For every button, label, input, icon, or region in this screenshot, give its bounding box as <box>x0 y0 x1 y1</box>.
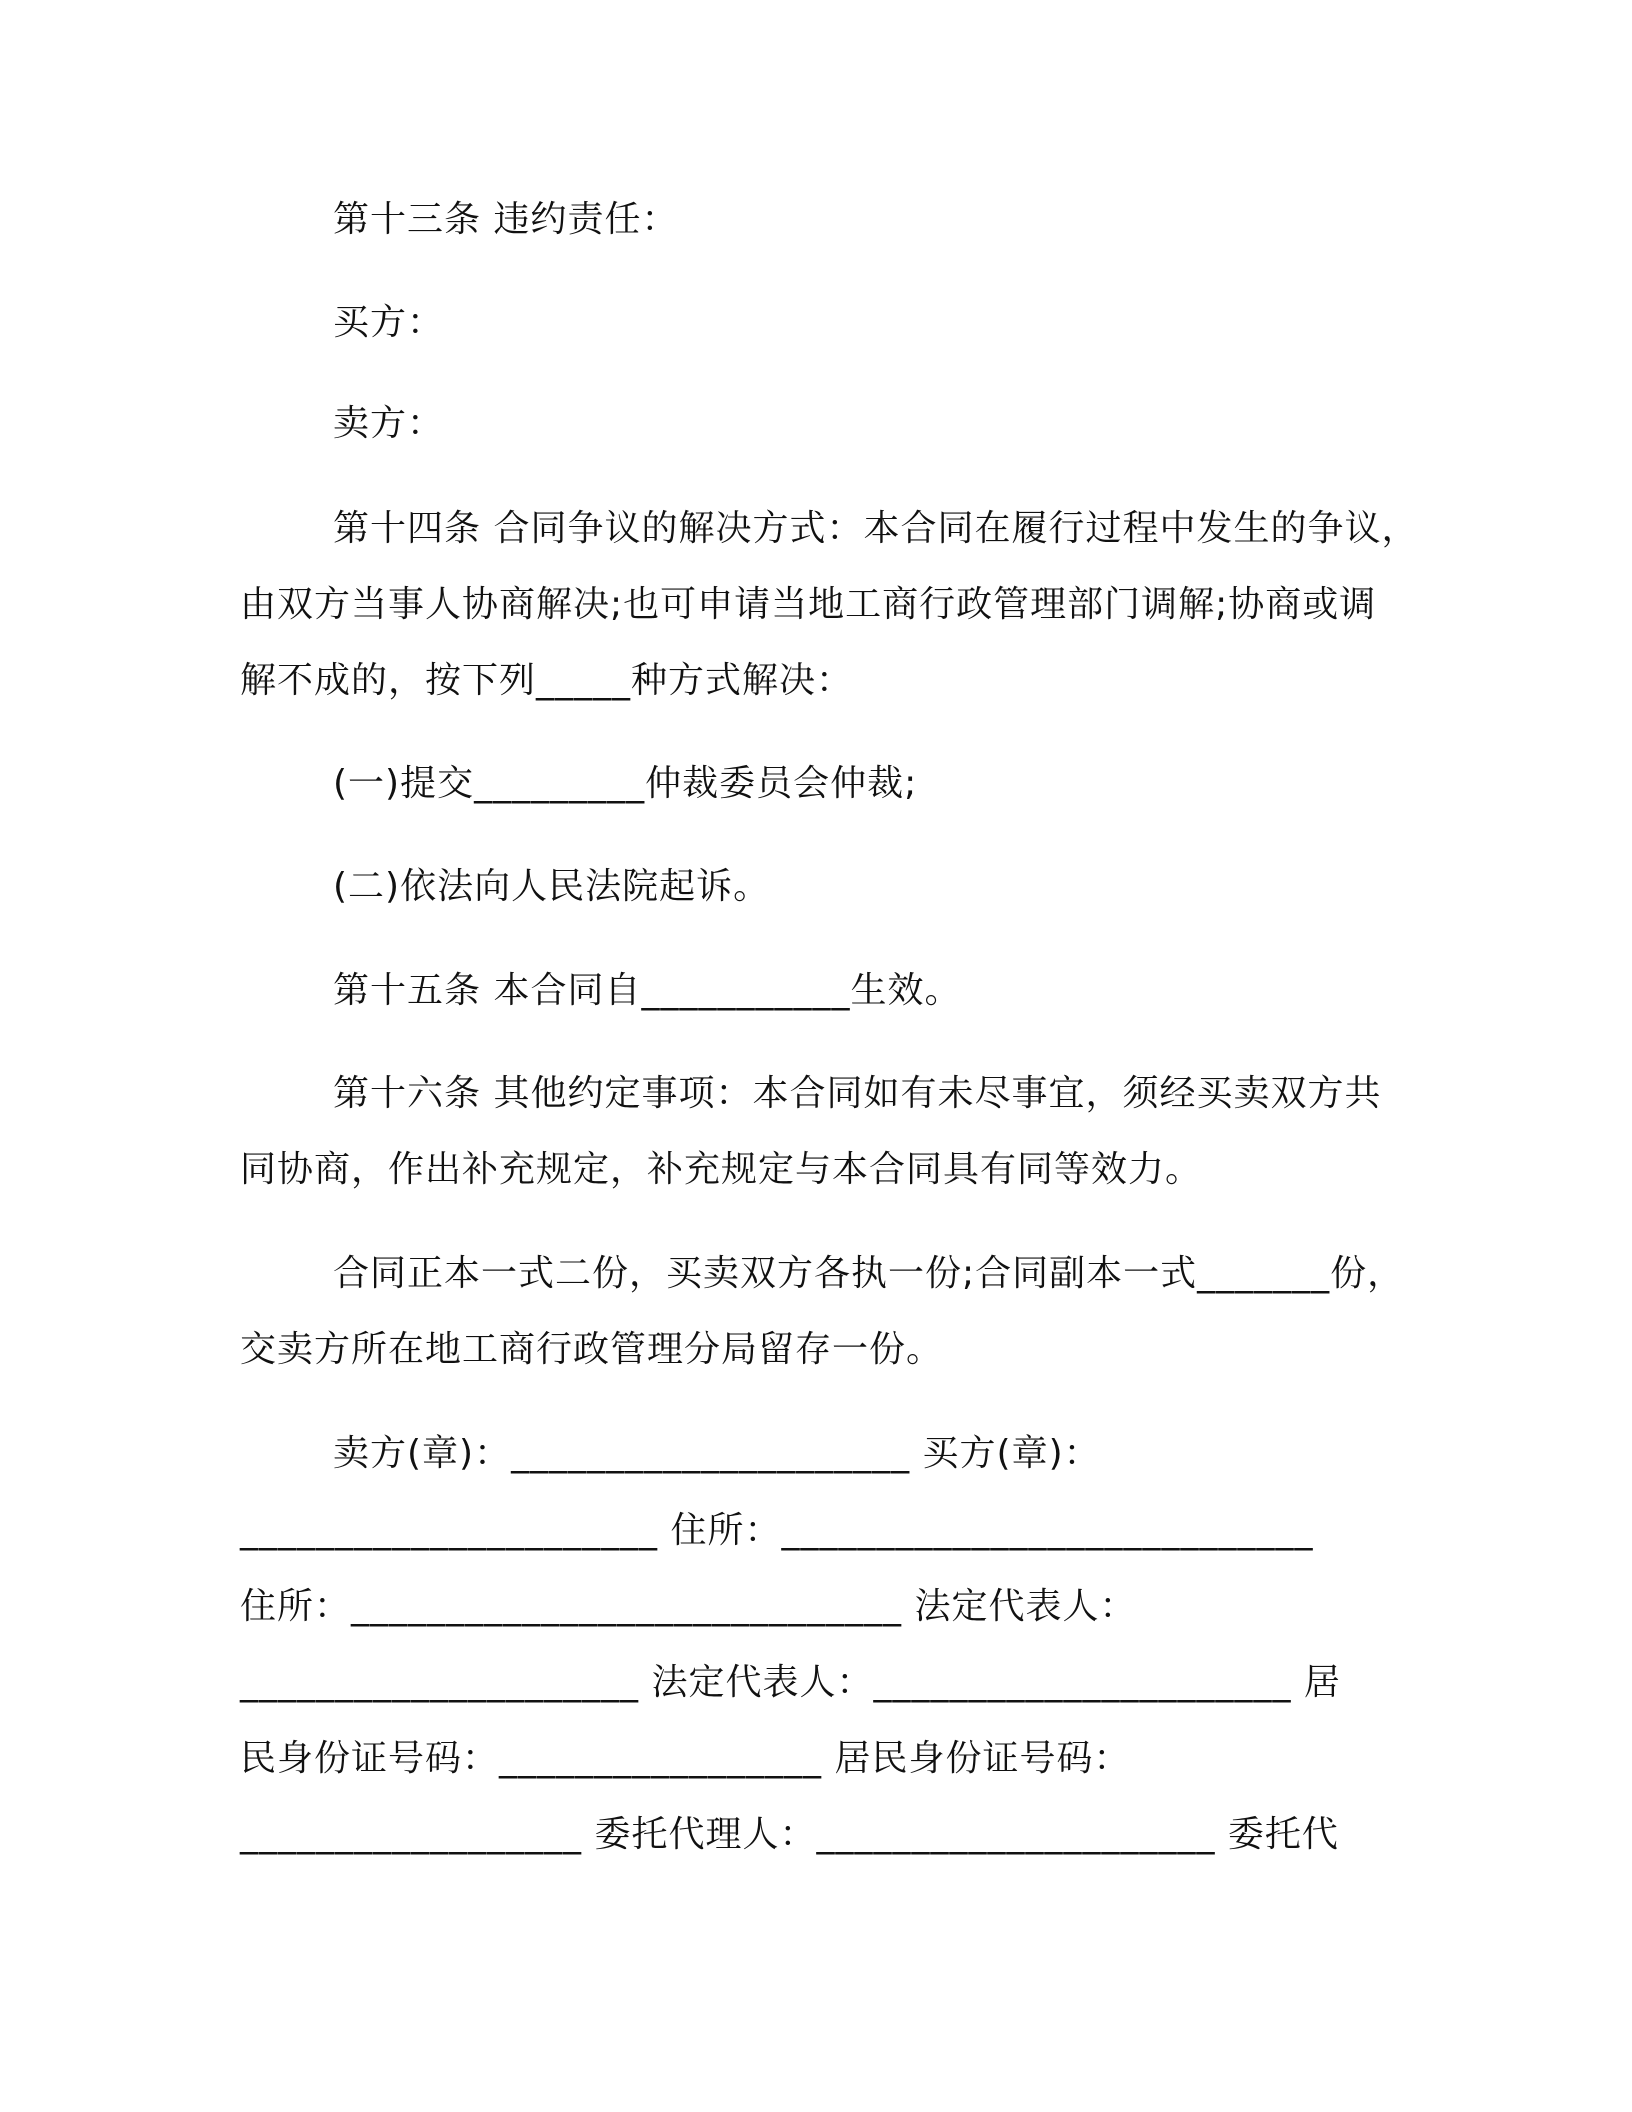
article-15: 第十五条 本合同自___________生效。 <box>333 970 962 1011</box>
copies-line-1: 合同正本一式二份，买卖双方各执一份;合同副本一式_______份， <box>333 1253 1405 1294</box>
signature-line-6: __________________ 委托代理人：_____________________ 委托代 <box>240 1814 1339 1855</box>
signature-line-2: ______________________ 住所：____________________________ <box>240 1510 1314 1551</box>
article-14-line-1: 第十四条 合同争议的解决方式：本合同在履行过程中发生的争议， <box>333 508 1419 549</box>
article-14-line-2: 由双方当事人协商解决;也可申请当地工商行政管理部门调解;协商或调 <box>240 584 1377 625</box>
signature-line-5: 民身份证号码：_________________ 居民身份证号码： <box>240 1738 1131 1779</box>
dispute-option-1: (一)提交_________仲裁委员会仲裁; <box>333 763 918 804</box>
article-16-line-1: 第十六条 其他约定事项：本合同如有未尽事宜，须经买卖双方共 <box>333 1073 1382 1114</box>
article-16-line-2: 同协商，作出补充规定，补充规定与本合同具有同等效力。 <box>240 1149 1203 1190</box>
buyer-liability-label: 买方： <box>333 302 445 343</box>
copies-line-2: 交卖方所在地工商行政管理分局留存一份。 <box>240 1329 944 1370</box>
dispute-option-2: (二)依法向人民法院起诉。 <box>333 866 771 907</box>
signature-line-4: _____________________ 法定代表人：______________________ 居 <box>240 1662 1341 1703</box>
seller-liability-label: 卖方： <box>333 403 445 444</box>
article-14-line-3: 解不成的，按下列_____种方式解决： <box>240 660 854 701</box>
signature-line-3: 住所：_____________________________ 法定代表人： <box>240 1586 1137 1627</box>
signature-line-1: 卖方(章)：_____________________ 买方(章)： <box>333 1433 1101 1474</box>
article-13-heading: 第十三条 违约责任： <box>333 199 679 240</box>
